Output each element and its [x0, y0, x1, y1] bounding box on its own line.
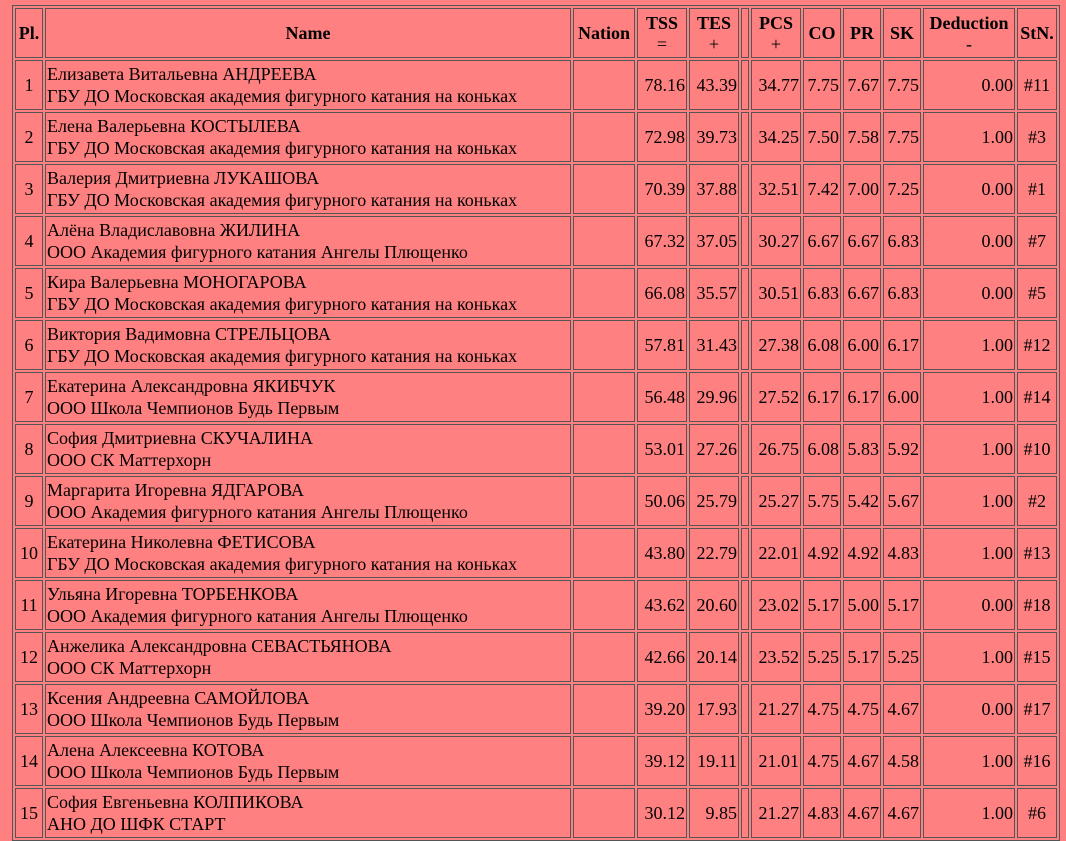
- tss-cell: 39.20: [637, 684, 687, 734]
- table-row: [15, 320, 1057, 370]
- header-nation: Nation: [573, 8, 635, 58]
- start-number-cell: #14: [1017, 372, 1057, 422]
- skater-cell: [45, 372, 571, 422]
- pcs-cell: 34.77: [751, 60, 801, 110]
- place-cell: 7: [15, 372, 43, 422]
- skater-club: ООО Академия фигурного катания Ангелы Плющенко: [47, 242, 468, 262]
- skater-club: ООО Академия фигурного катания Ангелы Плющенко: [47, 502, 468, 522]
- nation-cell: [573, 528, 635, 578]
- start-number-cell: #5: [1017, 268, 1057, 318]
- header-row: [15, 8, 1057, 58]
- pr-cell: 6.67: [843, 268, 881, 318]
- skater-cell: [45, 320, 571, 370]
- tss-cell: 39.12: [637, 736, 687, 786]
- gap-cell: [741, 268, 749, 318]
- nation-cell: [573, 216, 635, 266]
- header-deduction-label: Deduction: [929, 13, 1009, 33]
- pcs-cell: 21.27: [751, 788, 801, 838]
- start-number-cell: #12: [1017, 320, 1057, 370]
- gap-cell: [741, 736, 749, 786]
- skater-cell: [45, 788, 571, 838]
- deduction-cell: 1.00: [923, 320, 1015, 370]
- co-cell: 7.75: [803, 60, 841, 110]
- place-cell: 1: [15, 60, 43, 110]
- tes-cell: 20.60: [689, 580, 739, 630]
- nation-cell: [573, 788, 635, 838]
- co-cell: 6.67: [803, 216, 841, 266]
- header-tes-sub: +: [708, 34, 720, 54]
- skater-name: Маргарита Игоревна ЯДГАРОВА: [47, 480, 304, 500]
- start-number-cell: #17: [1017, 684, 1057, 734]
- header-deduction: [923, 8, 1015, 58]
- table-row: [15, 216, 1057, 266]
- gap-cell: [741, 476, 749, 526]
- table-row: [15, 372, 1057, 422]
- pr-cell: 6.17: [843, 372, 881, 422]
- nation-cell: [573, 476, 635, 526]
- tes-cell: 43.39: [689, 60, 739, 110]
- skater-cell: [45, 60, 571, 110]
- tss-cell: 53.01: [637, 424, 687, 474]
- tss-cell: 50.06: [637, 476, 687, 526]
- tes-cell: 37.05: [689, 216, 739, 266]
- table-row: [15, 736, 1057, 786]
- pr-cell: 4.92: [843, 528, 881, 578]
- sk-cell: 5.25: [883, 632, 921, 682]
- co-cell: 4.75: [803, 684, 841, 734]
- place-cell: 2: [15, 112, 43, 162]
- place-cell: 12: [15, 632, 43, 682]
- gap-cell: [741, 60, 749, 110]
- pcs-cell: 27.38: [751, 320, 801, 370]
- deduction-cell: 1.00: [923, 424, 1015, 474]
- co-cell: 7.42: [803, 164, 841, 214]
- tss-cell: 67.32: [637, 216, 687, 266]
- skater-name: София Дмитриевна СКУЧАЛИНА: [47, 428, 314, 448]
- start-number-cell: #1: [1017, 164, 1057, 214]
- tss-cell: 57.81: [637, 320, 687, 370]
- place-cell: 14: [15, 736, 43, 786]
- skater-cell: [45, 164, 571, 214]
- skater-club: ООО СК Маттерхорн: [47, 450, 212, 470]
- table-row: [15, 528, 1057, 578]
- nation-cell: [573, 268, 635, 318]
- pcs-cell: 23.52: [751, 632, 801, 682]
- deduction-cell: 1.00: [923, 788, 1015, 838]
- tss-cell: 42.66: [637, 632, 687, 682]
- table-row: [15, 164, 1057, 214]
- place-cell: 15: [15, 788, 43, 838]
- pr-cell: 5.00: [843, 580, 881, 630]
- start-number-cell: #16: [1017, 736, 1057, 786]
- tss-cell: 43.62: [637, 580, 687, 630]
- header-tss-label: TSS: [645, 13, 679, 33]
- skater-cell: [45, 580, 571, 630]
- tes-cell: 37.88: [689, 164, 739, 214]
- gap-cell: [741, 112, 749, 162]
- tes-cell: 29.96: [689, 372, 739, 422]
- table-row: [15, 632, 1057, 682]
- start-number-cell: #6: [1017, 788, 1057, 838]
- pr-cell: 4.67: [843, 736, 881, 786]
- pcs-cell: 27.52: [751, 372, 801, 422]
- gap-cell: [741, 684, 749, 734]
- nation-cell: [573, 736, 635, 786]
- skater-cell: [45, 528, 571, 578]
- tss-cell: 70.39: [637, 164, 687, 214]
- header-sk: SK: [883, 8, 921, 58]
- tes-cell: 17.93: [689, 684, 739, 734]
- gap-cell: [741, 632, 749, 682]
- gap-cell: [741, 528, 749, 578]
- place-cell: 3: [15, 164, 43, 214]
- place-cell: 5: [15, 268, 43, 318]
- header-pcs: [751, 8, 801, 58]
- gap-cell: [741, 788, 749, 838]
- sk-cell: 4.83: [883, 528, 921, 578]
- skater-cell: [45, 424, 571, 474]
- skater-cell: [45, 268, 571, 318]
- tss-cell: 78.16: [637, 60, 687, 110]
- co-cell: 6.83: [803, 268, 841, 318]
- skater-name: Кира Валерьевна МОНОГАРОВА: [47, 272, 307, 292]
- pr-cell: 5.42: [843, 476, 881, 526]
- pr-cell: 4.67: [843, 788, 881, 838]
- co-cell: 4.75: [803, 736, 841, 786]
- gap-cell: [741, 216, 749, 266]
- nation-cell: [573, 632, 635, 682]
- tes-cell: 27.26: [689, 424, 739, 474]
- deduction-cell: 0.00: [923, 684, 1015, 734]
- table-row: [15, 268, 1057, 318]
- tss-cell: 66.08: [637, 268, 687, 318]
- results-table: [12, 5, 1060, 841]
- co-cell: 5.17: [803, 580, 841, 630]
- tes-cell: 22.79: [689, 528, 739, 578]
- tes-cell: 25.79: [689, 476, 739, 526]
- sk-cell: 4.67: [883, 684, 921, 734]
- gap-cell: [741, 580, 749, 630]
- tss-cell: 72.98: [637, 112, 687, 162]
- start-number-cell: #2: [1017, 476, 1057, 526]
- start-number-cell: #3: [1017, 112, 1057, 162]
- start-number-cell: #13: [1017, 528, 1057, 578]
- skater-cell: [45, 216, 571, 266]
- place-cell: 8: [15, 424, 43, 474]
- skater-club: ГБУ ДО Московская академия фигурного катания на коньках: [47, 294, 518, 314]
- header-deduction-sub: -: [966, 34, 972, 54]
- header-co: CO: [803, 8, 841, 58]
- tss-cell: 43.80: [637, 528, 687, 578]
- pr-cell: 7.67: [843, 60, 881, 110]
- header-tss-sub: =: [656, 34, 668, 54]
- results-body: [15, 60, 1057, 838]
- tes-cell: 39.73: [689, 112, 739, 162]
- nation-cell: [573, 580, 635, 630]
- place-cell: 13: [15, 684, 43, 734]
- nation-cell: [573, 320, 635, 370]
- skater-name: Валерия Дмитриевна ЛУКАШОВА: [47, 168, 320, 188]
- skater-name: Алена Алексеевна КОТОВА: [47, 740, 265, 760]
- pr-cell: 5.83: [843, 424, 881, 474]
- tes-cell: 19.11: [689, 736, 739, 786]
- header-place: Pl.: [15, 8, 43, 58]
- pcs-cell: 26.75: [751, 424, 801, 474]
- skater-club: ООО Школа Чемпионов Будь Первым: [47, 710, 340, 730]
- skater-name: Екатерина Александровна ЯКИБЧУК: [47, 376, 336, 396]
- start-number-cell: #15: [1017, 632, 1057, 682]
- skater-cell: [45, 736, 571, 786]
- pcs-cell: 30.27: [751, 216, 801, 266]
- deduction-cell: 0.00: [923, 216, 1015, 266]
- skater-club: ООО СК Маттерхорн: [47, 658, 212, 678]
- deduction-cell: 1.00: [923, 476, 1015, 526]
- skater-name: Елена Валерьевна КОСТЫЛЕВА: [47, 116, 301, 136]
- header-tss: [637, 8, 687, 58]
- skater-club: ООО Академия фигурного катания Ангелы Плющенко: [47, 606, 468, 626]
- co-cell: 5.75: [803, 476, 841, 526]
- header-tes: [689, 8, 739, 58]
- co-cell: 6.08: [803, 424, 841, 474]
- sk-cell: 5.92: [883, 424, 921, 474]
- start-number-cell: #18: [1017, 580, 1057, 630]
- skater-name: Виктория Вадимовна СТРЕЛЬЦОВА: [47, 324, 331, 344]
- nation-cell: [573, 372, 635, 422]
- header-pcs-sub: +: [770, 34, 782, 54]
- header-pcs-label: PCS: [758, 13, 793, 33]
- nation-cell: [573, 684, 635, 734]
- sk-cell: 4.67: [883, 788, 921, 838]
- skater-name: Алёна Владиславовна ЖИЛИНА: [47, 220, 301, 240]
- tes-cell: 31.43: [689, 320, 739, 370]
- tes-cell: 9.85: [689, 788, 739, 838]
- place-cell: 6: [15, 320, 43, 370]
- sk-cell: 6.83: [883, 216, 921, 266]
- tes-cell: 35.57: [689, 268, 739, 318]
- skater-club: ГБУ ДО Московская академия фигурного катания на коньках: [47, 86, 518, 106]
- deduction-cell: 1.00: [923, 112, 1015, 162]
- sk-cell: 6.17: [883, 320, 921, 370]
- skater-cell: [45, 632, 571, 682]
- sk-cell: 4.58: [883, 736, 921, 786]
- tss-cell: 30.12: [637, 788, 687, 838]
- pcs-cell: 34.25: [751, 112, 801, 162]
- pr-cell: 7.58: [843, 112, 881, 162]
- gap-cell: [741, 164, 749, 214]
- skater-cell: [45, 684, 571, 734]
- skater-name: Елизавета Витальевна АНДРЕЕВА: [47, 64, 317, 84]
- deduction-cell: 0.00: [923, 164, 1015, 214]
- table-row: [15, 580, 1057, 630]
- gap-cell: [741, 372, 749, 422]
- gap-cell: [741, 424, 749, 474]
- deduction-cell: 1.00: [923, 372, 1015, 422]
- place-cell: 10: [15, 528, 43, 578]
- pcs-cell: 32.51: [751, 164, 801, 214]
- deduction-cell: 0.00: [923, 580, 1015, 630]
- table-row: [15, 112, 1057, 162]
- skater-club: ГБУ ДО Московская академия фигурного катания на коньках: [47, 138, 518, 158]
- skater-name: Ульяна Игоревна ТОРБЕНКОВА: [47, 584, 299, 604]
- co-cell: 6.17: [803, 372, 841, 422]
- tes-cell: 20.14: [689, 632, 739, 682]
- start-number-cell: #10: [1017, 424, 1057, 474]
- co-cell: 5.25: [803, 632, 841, 682]
- header-pr: PR: [843, 8, 881, 58]
- pcs-cell: 21.27: [751, 684, 801, 734]
- skater-club: ГБУ ДО Московская академия фигурного катания на коньках: [47, 346, 518, 366]
- table-row: [15, 476, 1057, 526]
- nation-cell: [573, 424, 635, 474]
- header-start-number: StN.: [1017, 8, 1057, 58]
- pcs-cell: 23.02: [751, 580, 801, 630]
- sk-cell: 6.00: [883, 372, 921, 422]
- pr-cell: 4.75: [843, 684, 881, 734]
- co-cell: 6.08: [803, 320, 841, 370]
- sk-cell: 5.67: [883, 476, 921, 526]
- skater-club: ГБУ ДО Московская академия фигурного катания на коньках: [47, 190, 518, 210]
- skater-name: София Евгеньевна КОЛПИКОВА: [47, 792, 304, 812]
- sk-cell: 7.75: [883, 112, 921, 162]
- pr-cell: 6.00: [843, 320, 881, 370]
- pcs-cell: 25.27: [751, 476, 801, 526]
- skater-club: ООО Школа Чемпионов Будь Первым: [47, 398, 340, 418]
- header-name: Name: [45, 8, 571, 58]
- place-cell: 4: [15, 216, 43, 266]
- pr-cell: 6.67: [843, 216, 881, 266]
- place-cell: 9: [15, 476, 43, 526]
- skater-name: Ксения Андреевна САМОЙЛОВА: [47, 688, 310, 708]
- place-cell: 11: [15, 580, 43, 630]
- nation-cell: [573, 60, 635, 110]
- skater-name: Анжелика Александровна СЕВАСТЬЯНОВА: [47, 636, 392, 656]
- skater-name: Екатерина Николевна ФЕТИСОВА: [47, 532, 316, 552]
- table-row: [15, 424, 1057, 474]
- pr-cell: 5.17: [843, 632, 881, 682]
- co-cell: 4.83: [803, 788, 841, 838]
- deduction-cell: 1.00: [923, 528, 1015, 578]
- co-cell: 4.92: [803, 528, 841, 578]
- deduction-cell: 0.00: [923, 60, 1015, 110]
- skater-cell: [45, 112, 571, 162]
- table-row: [15, 60, 1057, 110]
- nation-cell: [573, 164, 635, 214]
- co-cell: 7.50: [803, 112, 841, 162]
- table-row: [15, 684, 1057, 734]
- start-number-cell: #7: [1017, 216, 1057, 266]
- skater-cell: [45, 476, 571, 526]
- header-gap: [741, 8, 749, 58]
- sk-cell: 7.25: [883, 164, 921, 214]
- deduction-cell: 0.00: [923, 268, 1015, 318]
- skater-club: АНО ДО ШФК СТАРТ: [47, 814, 226, 834]
- tss-cell: 56.48: [637, 372, 687, 422]
- sk-cell: 6.83: [883, 268, 921, 318]
- sk-cell: 5.17: [883, 580, 921, 630]
- deduction-cell: 1.00: [923, 736, 1015, 786]
- header-tes-label: TES: [696, 13, 732, 33]
- pcs-cell: 21.01: [751, 736, 801, 786]
- sk-cell: 7.75: [883, 60, 921, 110]
- deduction-cell: 1.00: [923, 632, 1015, 682]
- skater-club: ООО Школа Чемпионов Будь Первым: [47, 762, 340, 782]
- pcs-cell: 22.01: [751, 528, 801, 578]
- table-row: [15, 788, 1057, 838]
- nation-cell: [573, 112, 635, 162]
- start-number-cell: #11: [1017, 60, 1057, 110]
- pcs-cell: 30.51: [751, 268, 801, 318]
- skater-club: ГБУ ДО Московская академия фигурного катания на коньках: [47, 554, 518, 574]
- pr-cell: 7.00: [843, 164, 881, 214]
- gap-cell: [741, 320, 749, 370]
